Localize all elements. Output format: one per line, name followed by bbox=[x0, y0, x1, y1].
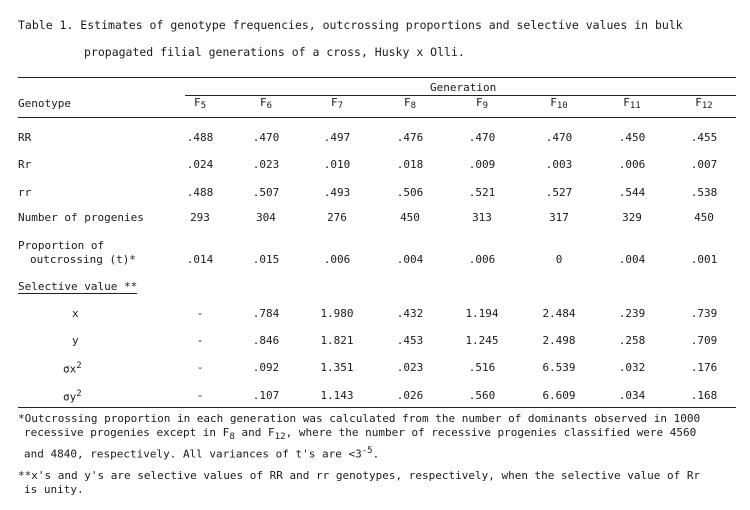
selective-row-label-text: σx bbox=[63, 362, 77, 376]
table-cell: .488 bbox=[186, 186, 214, 199]
selective-row-label bbox=[63, 361, 82, 376]
fn1-text-c: , where the number of recessive progenies classified were 4560 bbox=[285, 426, 697, 439]
column-header-base: F bbox=[550, 96, 557, 109]
table-cell: .015 bbox=[252, 253, 280, 266]
column-header-f8 bbox=[380, 96, 440, 109]
table-cell: .470 bbox=[545, 131, 573, 144]
table-cell: .239 bbox=[618, 307, 646, 320]
column-header-sub: 10 bbox=[556, 101, 568, 111]
column-header-f12 bbox=[674, 96, 734, 109]
table-cell: .488 bbox=[186, 131, 214, 144]
table-cell: - bbox=[196, 361, 204, 374]
column-header-base: F bbox=[623, 96, 630, 109]
table-cell: .032 bbox=[618, 361, 646, 374]
top-rule bbox=[18, 77, 736, 78]
table-cell: 6.539 bbox=[542, 361, 576, 374]
table-cell: .006 bbox=[323, 253, 351, 266]
table-cell: .784 bbox=[252, 307, 280, 320]
column-header-f5 bbox=[170, 96, 230, 109]
table-cell: - bbox=[196, 307, 204, 320]
table-cell: .527 bbox=[545, 186, 573, 199]
table-cell: 329 bbox=[622, 211, 642, 224]
table-cell: 450 bbox=[400, 211, 420, 224]
table-cell: .709 bbox=[690, 334, 718, 347]
fn1-sup: -5 bbox=[361, 446, 373, 457]
table-cell: .034 bbox=[618, 389, 646, 402]
table-cell: - bbox=[196, 334, 204, 347]
table-cell: .003 bbox=[545, 158, 573, 171]
table-cell: .516 bbox=[468, 361, 496, 374]
caption-line-1: Table 1. Estimates of genotype frequencies, outcrossing proportions and selective values in bulk bbox=[18, 18, 683, 32]
table-cell: .092 bbox=[252, 361, 280, 374]
column-header-base: F bbox=[475, 96, 483, 109]
table-cell: .470 bbox=[468, 131, 496, 144]
table-cell: .470 bbox=[252, 131, 280, 144]
fn1-text-d: and 4840, respectively. All variances of t's are <3 bbox=[24, 447, 362, 461]
table-cell: 2.484 bbox=[542, 307, 576, 320]
table-cell: 0 bbox=[555, 253, 563, 266]
table-cell: .024 bbox=[186, 158, 214, 171]
table-cell: .432 bbox=[396, 307, 424, 320]
selective-row-label-text: x bbox=[72, 307, 79, 320]
column-header-sub: 8 bbox=[410, 101, 417, 111]
column-header-sub: 11 bbox=[629, 101, 641, 111]
footnote-1-line-1: *Outcrossing proportion in each generation was calculated from the number of dominants observed in 1000 bbox=[18, 412, 701, 425]
column-header-f11 bbox=[602, 96, 662, 109]
column-header-base: F bbox=[259, 96, 267, 109]
selective-value-heading-text: Selective value bbox=[18, 280, 118, 293]
table-cell: .507 bbox=[252, 186, 280, 199]
row-label: Number of progenies bbox=[18, 211, 144, 224]
genotype-header: Genotype bbox=[18, 97, 71, 110]
column-header-base: F bbox=[403, 96, 411, 109]
table-cell: .521 bbox=[468, 186, 496, 199]
table-cell: 6.609 bbox=[542, 389, 576, 402]
table-cell: .004 bbox=[396, 253, 424, 266]
table-cell: 313 bbox=[472, 211, 492, 224]
selective-row-label-sup: 2 bbox=[76, 389, 82, 399]
selective-value-heading bbox=[18, 280, 137, 293]
selective-row-label-text: σy bbox=[63, 390, 77, 404]
selective-value-heading-mark: ** bbox=[117, 280, 138, 293]
table-cell: .001 bbox=[690, 253, 718, 266]
row-label: Proportion of bbox=[18, 239, 105, 252]
footnote-2-line-1: **x's and y's are selective values of RR and rr genotypes, respectively, when the selective value of Rr bbox=[18, 469, 701, 482]
table-cell: .007 bbox=[690, 158, 718, 171]
table-cell: - bbox=[196, 389, 204, 402]
fn1-text-a: recessive progenies except in F bbox=[24, 426, 230, 439]
table-cell: 1.194 bbox=[465, 307, 499, 320]
fn1-sub-8: 8 bbox=[229, 431, 235, 443]
table-cell: .258 bbox=[618, 334, 646, 347]
table-cell: .010 bbox=[323, 158, 351, 171]
table-cell: 1.821 bbox=[320, 334, 354, 347]
row-label: RR bbox=[18, 131, 32, 144]
table-cell: .006 bbox=[618, 158, 646, 171]
header-rule bbox=[18, 117, 736, 118]
table-cell: .023 bbox=[396, 361, 424, 374]
footnote-2 bbox=[18, 469, 700, 497]
table-caption bbox=[18, 12, 683, 66]
table-cell: 304 bbox=[256, 211, 276, 224]
table-cell: .493 bbox=[323, 186, 351, 199]
column-header-sub: 6 bbox=[266, 101, 273, 111]
fn1-text-e: . bbox=[372, 447, 380, 461]
table-cell: .014 bbox=[186, 253, 214, 266]
column-header-sub: 9 bbox=[482, 101, 489, 111]
column-header-base: F bbox=[695, 96, 702, 109]
table-cell: .168 bbox=[690, 389, 718, 402]
table-cell: 1.245 bbox=[465, 334, 499, 347]
generation-header: Generation bbox=[430, 81, 497, 94]
column-header-f7 bbox=[307, 96, 367, 109]
selective-row-label-text: y bbox=[72, 334, 79, 347]
table-cell: .538 bbox=[690, 186, 718, 199]
table-cell: .846 bbox=[252, 334, 280, 347]
table-cell: .450 bbox=[618, 131, 646, 144]
footnote-2-line-2: is unity. bbox=[24, 483, 84, 496]
table-cell: 450 bbox=[694, 211, 714, 224]
selective-row-label-sup: 2 bbox=[76, 361, 82, 371]
table-cell: .560 bbox=[468, 389, 496, 402]
table-cell: 1.351 bbox=[320, 361, 354, 374]
table-cell: .453 bbox=[396, 334, 424, 347]
selective-row-label bbox=[72, 307, 79, 320]
selective-row-label bbox=[63, 389, 82, 404]
table-cell: .497 bbox=[323, 131, 351, 144]
table-cell: .544 bbox=[618, 186, 646, 199]
row-label: Rr bbox=[18, 158, 32, 171]
table-cell: .009 bbox=[468, 158, 496, 171]
table-cell: .023 bbox=[252, 158, 280, 171]
bottom-rule bbox=[18, 407, 736, 408]
footnote-1 bbox=[18, 412, 700, 462]
table-cell: 293 bbox=[190, 211, 210, 224]
table-cell: 317 bbox=[549, 211, 569, 224]
column-header-f9 bbox=[452, 96, 512, 109]
table-cell: 276 bbox=[327, 211, 347, 224]
table-cell: 1.143 bbox=[320, 389, 354, 402]
column-header-base: F bbox=[193, 96, 201, 109]
footnote-1-line-3 bbox=[18, 444, 700, 462]
row-label: rr bbox=[18, 186, 32, 199]
table-cell: 2.498 bbox=[542, 334, 576, 347]
column-header-f6 bbox=[236, 96, 296, 109]
column-header-sub: 12 bbox=[701, 101, 713, 111]
table-cell: .004 bbox=[618, 253, 646, 266]
table-cell: .026 bbox=[396, 389, 424, 402]
fn1-text-b: and F bbox=[234, 426, 275, 439]
fn1-sub-12: 12 bbox=[274, 431, 286, 443]
footnote-1-line-2 bbox=[18, 426, 700, 444]
table-cell: .455 bbox=[690, 131, 718, 144]
column-header-sub: 7 bbox=[337, 101, 344, 111]
table-cell: 1.980 bbox=[320, 307, 354, 320]
table-cell: .107 bbox=[252, 389, 280, 402]
table-cell: .506 bbox=[396, 186, 424, 199]
column-header-base: F bbox=[330, 96, 338, 109]
table-cell: .018 bbox=[396, 158, 424, 171]
table-cell: .476 bbox=[396, 131, 424, 144]
caption-line-2: propagated filial generations of a cross, Husky x Olli. bbox=[84, 45, 465, 59]
column-header-f10 bbox=[529, 96, 589, 109]
row-label-continued: outcrossing (t)* bbox=[30, 253, 136, 266]
selective-row-label bbox=[72, 334, 79, 347]
column-header-sub: 5 bbox=[200, 101, 207, 111]
table-cell: .176 bbox=[690, 361, 718, 374]
table-cell: .006 bbox=[468, 253, 496, 266]
table-cell: .739 bbox=[690, 307, 718, 320]
